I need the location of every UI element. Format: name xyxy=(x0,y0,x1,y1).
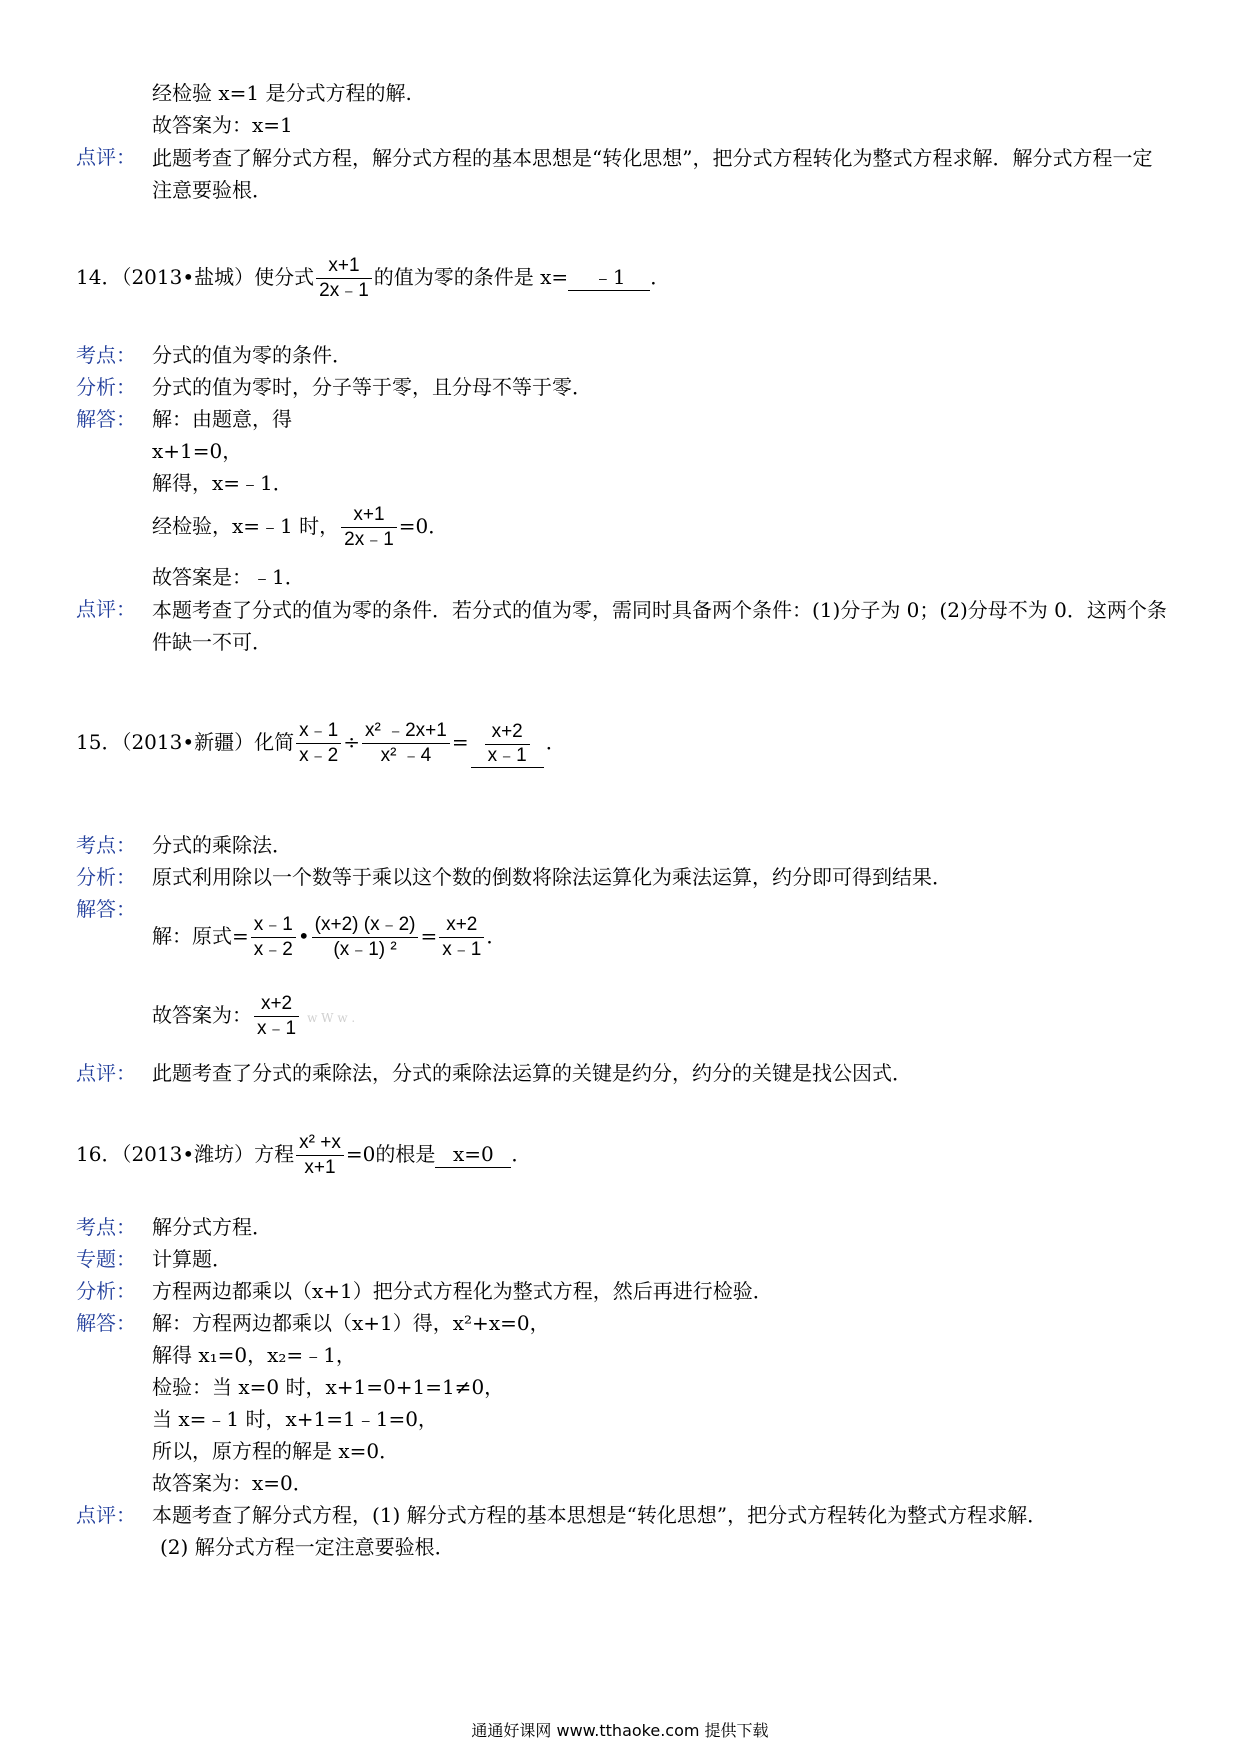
q14-question xyxy=(76,250,670,304)
q14-step-4 xyxy=(152,498,448,554)
q14-jieda-label: 解答： xyxy=(76,407,136,431)
top-line-1: 经检验 x=1 是分式方程的解. xyxy=(152,81,412,105)
q14-answer-blank: ﹣1 xyxy=(568,264,650,291)
q14-kaodian-label: 考点： xyxy=(76,343,136,367)
top-review-label: 点评： xyxy=(76,145,136,169)
q15-step1-equals: = xyxy=(420,924,438,948)
q15-fenxi-label: 分析： xyxy=(76,865,136,889)
q14-fenxi-label: 分析： xyxy=(76,375,136,399)
q15-step2-fraction xyxy=(254,992,299,1041)
q16-question xyxy=(76,1126,531,1182)
q14-review-label: 点评： xyxy=(76,597,136,621)
q14-review: 本题考查了分式的值为零的条件．若分式的值为零，需同时具备两个条件：(1)分子为 0；(2)分母不为 0．这两个条件缺一不可． xyxy=(152,598,1167,654)
q16-step-3: 检验：当 x=0 时，x+1=0+1=1≠0， xyxy=(152,1375,505,1399)
q16-kaodian: 解分式方程． xyxy=(152,1215,272,1239)
q16-suffix: =0的根是 xyxy=(345,1142,436,1166)
q14-suffix: 的值为零的条件是 x= xyxy=(373,265,569,289)
q16-step-4: 当 x=﹣1 时，x+1=1﹣1=0， xyxy=(152,1407,438,1431)
q14-step-5: 故答案是：﹣1． xyxy=(152,565,305,589)
q15-step1-f2-num: (x+2) (x﹣2) xyxy=(312,913,419,938)
q15-step1-prefix: 解：原式= xyxy=(152,924,249,948)
q15-step1-end: ． xyxy=(486,924,507,948)
q14-frac-den: 2x﹣1 xyxy=(319,280,369,301)
q14-step-3: 解得，x=﹣1． xyxy=(152,471,293,495)
q15-equals: = xyxy=(451,730,469,754)
q15-step2-prefix: 故答案为： xyxy=(152,1003,252,1027)
top-line-2: 故答案为：x=1 xyxy=(152,113,293,137)
q16-review-1: 本题考查了解分式方程，(1) 解分式方程的基本思想是“转化思想”，把分式方程转化为整式方程求解． xyxy=(152,1503,1048,1527)
q15-fenxi: 原式利用除以一个数等于乘以这个数的倒数将除法运算化为乘法运算，约分即可得到结果． xyxy=(152,865,952,889)
q16-fraction xyxy=(296,1131,344,1180)
q14-step4-prefix: 经检验，x=﹣1 时， xyxy=(152,514,340,538)
q16-step-1: 解：方程两边都乘以（x+1）得，x²+x=0， xyxy=(152,1311,550,1335)
q15-step1-ans-num: x+2 xyxy=(439,913,484,938)
q15-f2-den: x² ﹣4 xyxy=(380,745,432,766)
q16-zhuanti: 计算题． xyxy=(152,1247,232,1271)
q16-frac-num: x² +x xyxy=(296,1131,344,1156)
q16-review-label: 点评： xyxy=(76,1503,136,1527)
q14-fraction xyxy=(316,254,372,303)
q16-frac-den: x+1 xyxy=(304,1157,336,1178)
q14-step-2: x+1=0， xyxy=(152,439,243,463)
q14-step4-den: 2x﹣1 xyxy=(344,529,394,550)
q16-review-2: (2) 解分式方程一定注意要验根． xyxy=(160,1535,455,1559)
q15-step1-f1-den: x﹣2 xyxy=(253,939,293,960)
q15-frac-1 xyxy=(296,719,341,768)
q15-step1-f1-num: x﹣1 xyxy=(251,913,296,938)
q15-answer-blank xyxy=(471,720,544,768)
q14-step4-fraction xyxy=(341,503,397,552)
q14-step4-suffix: =0． xyxy=(398,514,449,538)
q16-kaodian-label: 考点： xyxy=(76,1215,136,1239)
q15-f2-num: x² ﹣2x+1 xyxy=(362,719,450,744)
q15-review: 此题考查了分式的乘除法，分式的乘除法运算的关键是约分，约分的关键是找公因式． xyxy=(152,1061,912,1085)
top-review-text: 此题考查了解分式方程，解分式方程的基本思想是“转化思想”，把分式方程转化为整式方程求解．解分式方程一定注意要验根． xyxy=(152,146,1153,202)
q16-answer-blank: x=0 xyxy=(435,1141,511,1168)
q15-ans-den: x﹣1 xyxy=(487,744,527,766)
q15-step1-f2-den: (x﹣1) ² xyxy=(333,939,397,960)
q14-fenxi: 分式的值为零时，分子等于零，且分母不等于零． xyxy=(152,375,592,399)
q15-watermark: w W w . xyxy=(307,1011,356,1025)
q15-f1-den: x﹣2 xyxy=(299,745,339,766)
q16-zhuanti-label: 专题： xyxy=(76,1247,136,1271)
q16-end: ． xyxy=(511,1142,532,1166)
q15-ans-num: x+2 xyxy=(485,720,530,745)
q14-step4-num: x+1 xyxy=(341,503,397,528)
q16-prefix: 16．（2013•潍坊）方程 xyxy=(76,1142,295,1166)
q15-question xyxy=(76,712,566,772)
q15-kaodian: 分式的乘除法． xyxy=(152,833,292,857)
q15-step2-num: x+2 xyxy=(254,992,299,1017)
q15-jieda-label: 解答： xyxy=(76,897,136,921)
q15-kaodian-label: 考点： xyxy=(76,833,136,857)
q15-step2-den: x﹣1 xyxy=(257,1018,297,1039)
q14-frac-num: x+1 xyxy=(316,254,372,279)
q15-step-1 xyxy=(152,904,506,968)
q16-step-5: 所以，原方程的解是 x=0． xyxy=(152,1439,400,1463)
q14-prefix: 14．（2013•盐城）使分式 xyxy=(76,265,315,289)
q15-step1-ans-den: x﹣1 xyxy=(442,939,482,960)
page-footer: 通通好课网 www.tthaoke.com 提供下载 xyxy=(471,1721,769,1740)
q14-end: ． xyxy=(650,265,671,289)
q16-fenxi: 方程两边都乘以（x+1）把分式方程化为整式方程，然后再进行检验． xyxy=(152,1279,773,1303)
q15-step1-dot: • xyxy=(297,924,310,948)
q16-step-2: 解得 x₁=0，x₂=﹣1， xyxy=(152,1343,356,1367)
q14-step-1: 解：由题意，得 xyxy=(152,407,292,431)
q14-kaodian: 分式的值为零的条件． xyxy=(152,343,352,367)
q15-step1-frac-ans xyxy=(439,913,484,962)
q16-step-6: 故答案为：x=0． xyxy=(152,1471,313,1495)
q16-jieda-label: 解答： xyxy=(76,1311,136,1335)
q15-step1-frac-2 xyxy=(312,913,419,962)
q15-frac-2 xyxy=(362,719,450,768)
q15-divide: ÷ xyxy=(343,730,360,754)
q15-end: ． xyxy=(545,730,566,754)
q15-review-label: 点评： xyxy=(76,1061,136,1085)
q15-f1-num: x﹣1 xyxy=(296,719,341,744)
q15-step1-frac-1 xyxy=(251,913,296,962)
q15-prefix: 15．（2013•新疆）化简 xyxy=(76,730,295,754)
q16-fenxi-label: 分析： xyxy=(76,1279,136,1303)
q15-step-2 xyxy=(152,986,355,1047)
